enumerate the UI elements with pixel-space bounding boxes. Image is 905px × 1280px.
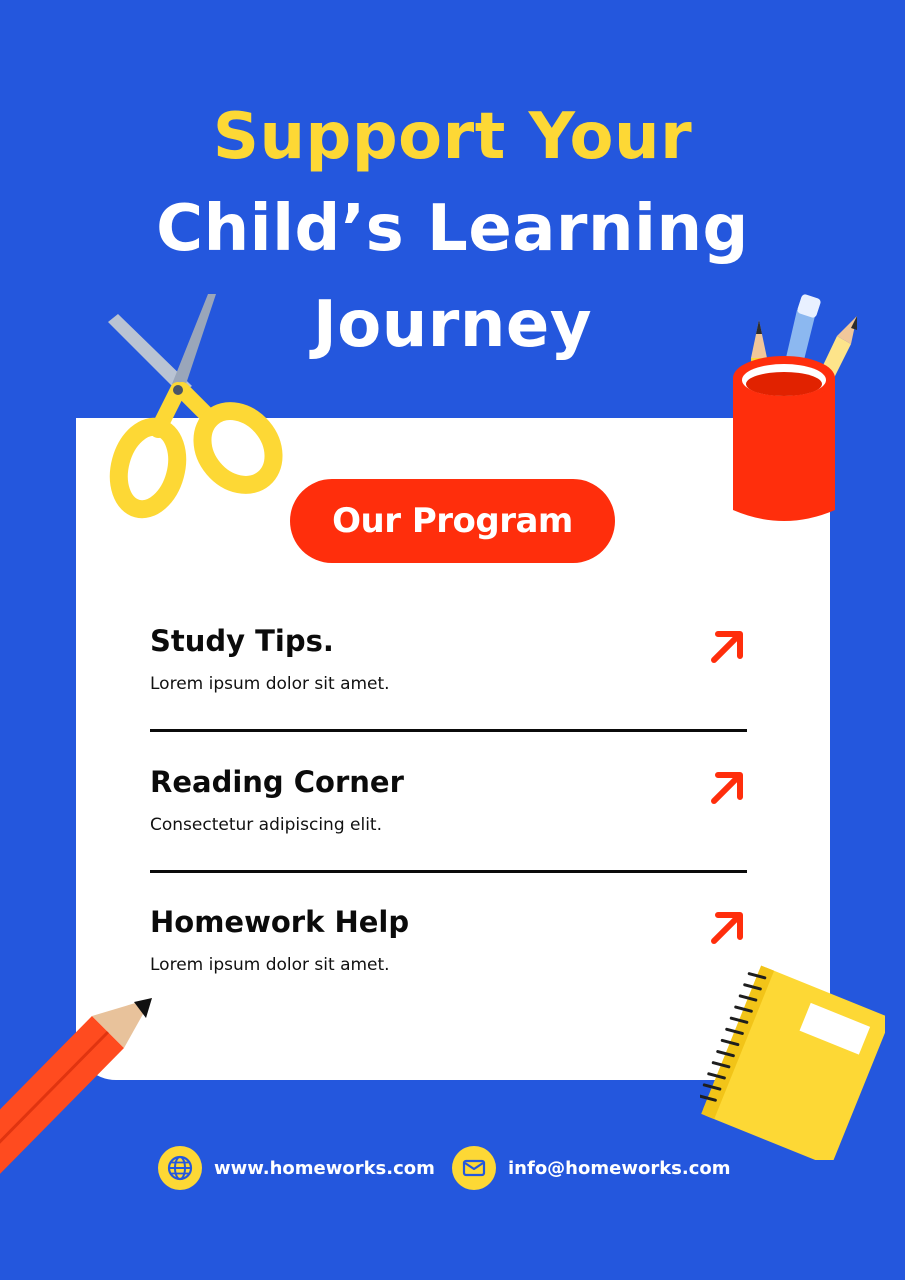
scissors-icon [100,290,290,520]
item-title: Reading Corner [150,765,404,799]
arrow-up-right-icon[interactable] [706,907,746,947]
divider [150,729,747,732]
email-link[interactable] [452,1145,731,1191]
list-item-study-tips[interactable] [150,624,747,704]
headline-line-1: Support Your [212,100,693,174]
item-description: Lorem ipsum dolor sit amet. [150,674,390,694]
pencil-icon [0,990,160,1190]
list-item-homework-help[interactable] [150,905,747,985]
headline-line-2: Child’s Learning [156,192,749,266]
email-text: info@homeworks.com [508,1157,731,1179]
item-title: Homework Help [150,905,410,939]
notebook-icon [700,960,885,1160]
item-description: Lorem ipsum dolor sit amet. [150,955,390,975]
our-program-badge: Our Program [290,479,615,563]
arrow-up-right-icon[interactable] [706,626,746,666]
pencil-cup-icon [725,290,865,530]
divider [150,870,747,873]
website-link[interactable] [158,1145,435,1191]
item-title: Study Tips. [150,624,334,658]
website-text: www.homeworks.com [214,1157,435,1179]
headline-line-3: Journey [312,288,593,362]
item-description: Consectetur adipiscing elit. [150,815,382,835]
globe-icon [158,1146,202,1190]
list-item-reading-corner[interactable] [150,765,747,845]
arrow-up-right-icon[interactable] [706,767,746,807]
mail-icon [452,1146,496,1190]
